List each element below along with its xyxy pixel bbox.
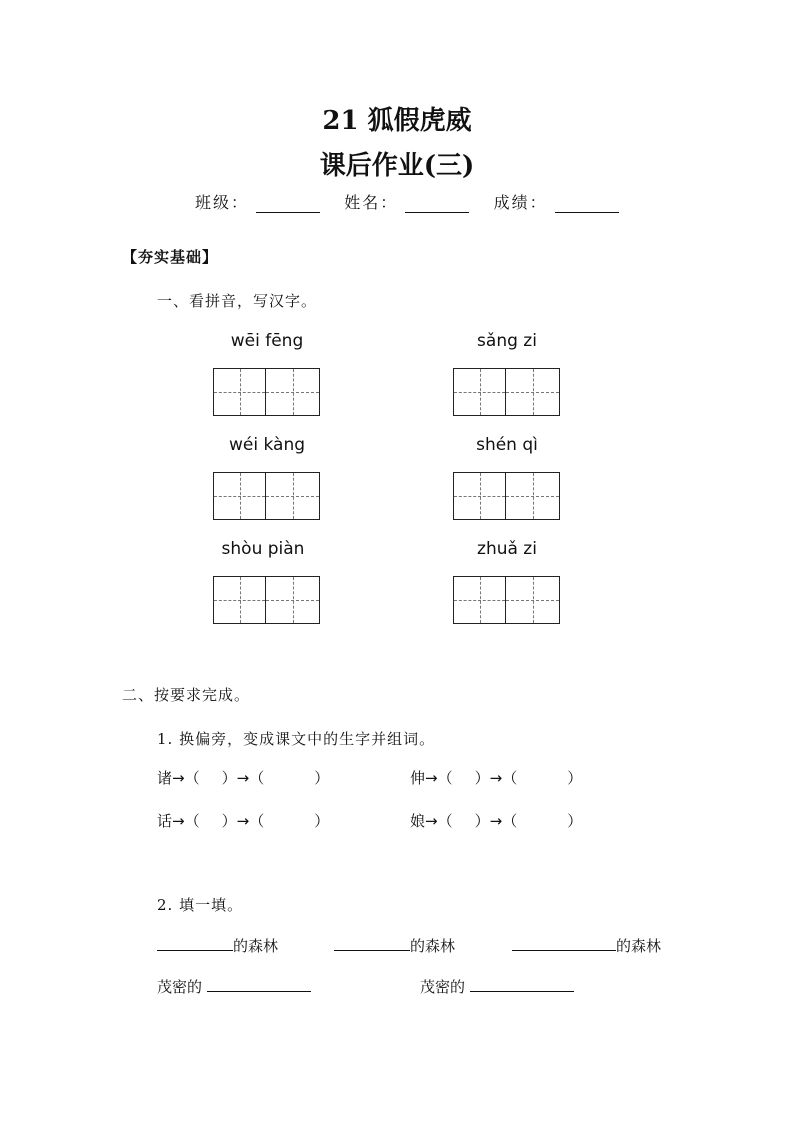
pinyin-4: shén qì	[476, 435, 538, 455]
arrow-icon: →	[425, 769, 438, 787]
arrow-icon: →	[425, 812, 438, 830]
arrow-icon: →	[236, 812, 250, 830]
name-blank[interactable]	[405, 196, 469, 213]
char-grid-3[interactable]	[213, 472, 320, 520]
paren-open: （	[184, 812, 200, 830]
pinyin-3: wéi kàng	[228, 435, 306, 455]
forest-suffix: 的森林	[410, 937, 456, 955]
paren-close: ）	[567, 812, 583, 830]
arrow-icon: →	[172, 769, 185, 787]
paren-close: ）	[221, 812, 237, 830]
student-info-row	[195, 190, 619, 213]
paren-open: （	[502, 769, 518, 787]
char-grid-4[interactable]	[453, 472, 560, 520]
arrow-icon: →	[236, 769, 250, 787]
arrow-icon: →	[172, 812, 185, 830]
fill-blank[interactable]	[207, 977, 311, 992]
page-title: 21 狐假虎威	[322, 106, 472, 136]
radical-row-1-right	[410, 767, 582, 788]
forest-suffix: 的森林	[233, 937, 279, 955]
q2-sub2-heading: 2. 填一填。	[157, 896, 244, 914]
pinyin-6: zhuǎ zi	[477, 539, 537, 559]
fill-blank[interactable]	[512, 936, 616, 951]
paren-close: ）	[567, 769, 583, 787]
dense-fill-1	[157, 976, 311, 997]
arrow-icon: →	[489, 812, 503, 830]
fill-blank[interactable]	[334, 936, 410, 951]
radical-row-1-left	[157, 767, 329, 788]
source-char: 娘	[410, 812, 426, 830]
paren-close: ）	[314, 769, 330, 787]
fill-blank[interactable]	[470, 977, 574, 992]
q1-heading: 一、看拼音，写汉字。	[157, 292, 318, 310]
name-label: 姓名：	[344, 193, 399, 212]
char-grid-2[interactable]	[453, 368, 560, 416]
pinyin-1: wēi fēng	[230, 331, 304, 351]
paren-open: （	[249, 769, 265, 787]
forest-fill-3	[512, 935, 661, 956]
pinyin-5: shòu piàn	[221, 539, 305, 559]
paren-open: （	[437, 812, 453, 830]
source-char: 诸	[157, 769, 173, 787]
score-blank[interactable]	[555, 196, 619, 213]
radical-row-2-left	[157, 810, 329, 831]
radical-row-2-right	[410, 810, 582, 831]
source-char: 伸	[410, 769, 426, 787]
paren-open: （	[184, 769, 200, 787]
forest-fill-1	[157, 935, 278, 956]
page-subtitle: 课后作业(三)	[319, 151, 475, 181]
paren-close: ）	[314, 812, 330, 830]
dense-prefix: 茂密的	[157, 978, 203, 996]
q2-sub1-heading: 1. 换偏旁，变成课文中的生字并组词。	[157, 730, 436, 748]
paren-open: （	[249, 812, 265, 830]
paren-open: （	[502, 812, 518, 830]
char-grid-1[interactable]	[213, 368, 320, 416]
dense-prefix: 茂密的	[420, 978, 466, 996]
dense-fill-2	[420, 976, 574, 997]
forest-fill-2	[334, 935, 455, 956]
paren-open: （	[437, 769, 453, 787]
arrow-icon: →	[489, 769, 503, 787]
class-blank[interactable]	[256, 196, 320, 213]
char-grid-6[interactable]	[453, 576, 560, 624]
section-basics-heading: 【夯实基础】	[122, 248, 219, 266]
paren-close: ）	[221, 769, 237, 787]
paren-close: ）	[474, 769, 490, 787]
class-label: 班级：	[195, 193, 250, 212]
fill-blank[interactable]	[157, 936, 233, 951]
source-char: 话	[157, 812, 173, 830]
paren-close: ）	[474, 812, 490, 830]
pinyin-2: sǎng zi	[477, 331, 537, 351]
score-label: 成绩：	[493, 193, 548, 212]
char-grid-5[interactable]	[213, 576, 320, 624]
forest-suffix: 的森林	[616, 937, 662, 955]
q2-heading: 二、按要求完成。	[122, 686, 251, 704]
